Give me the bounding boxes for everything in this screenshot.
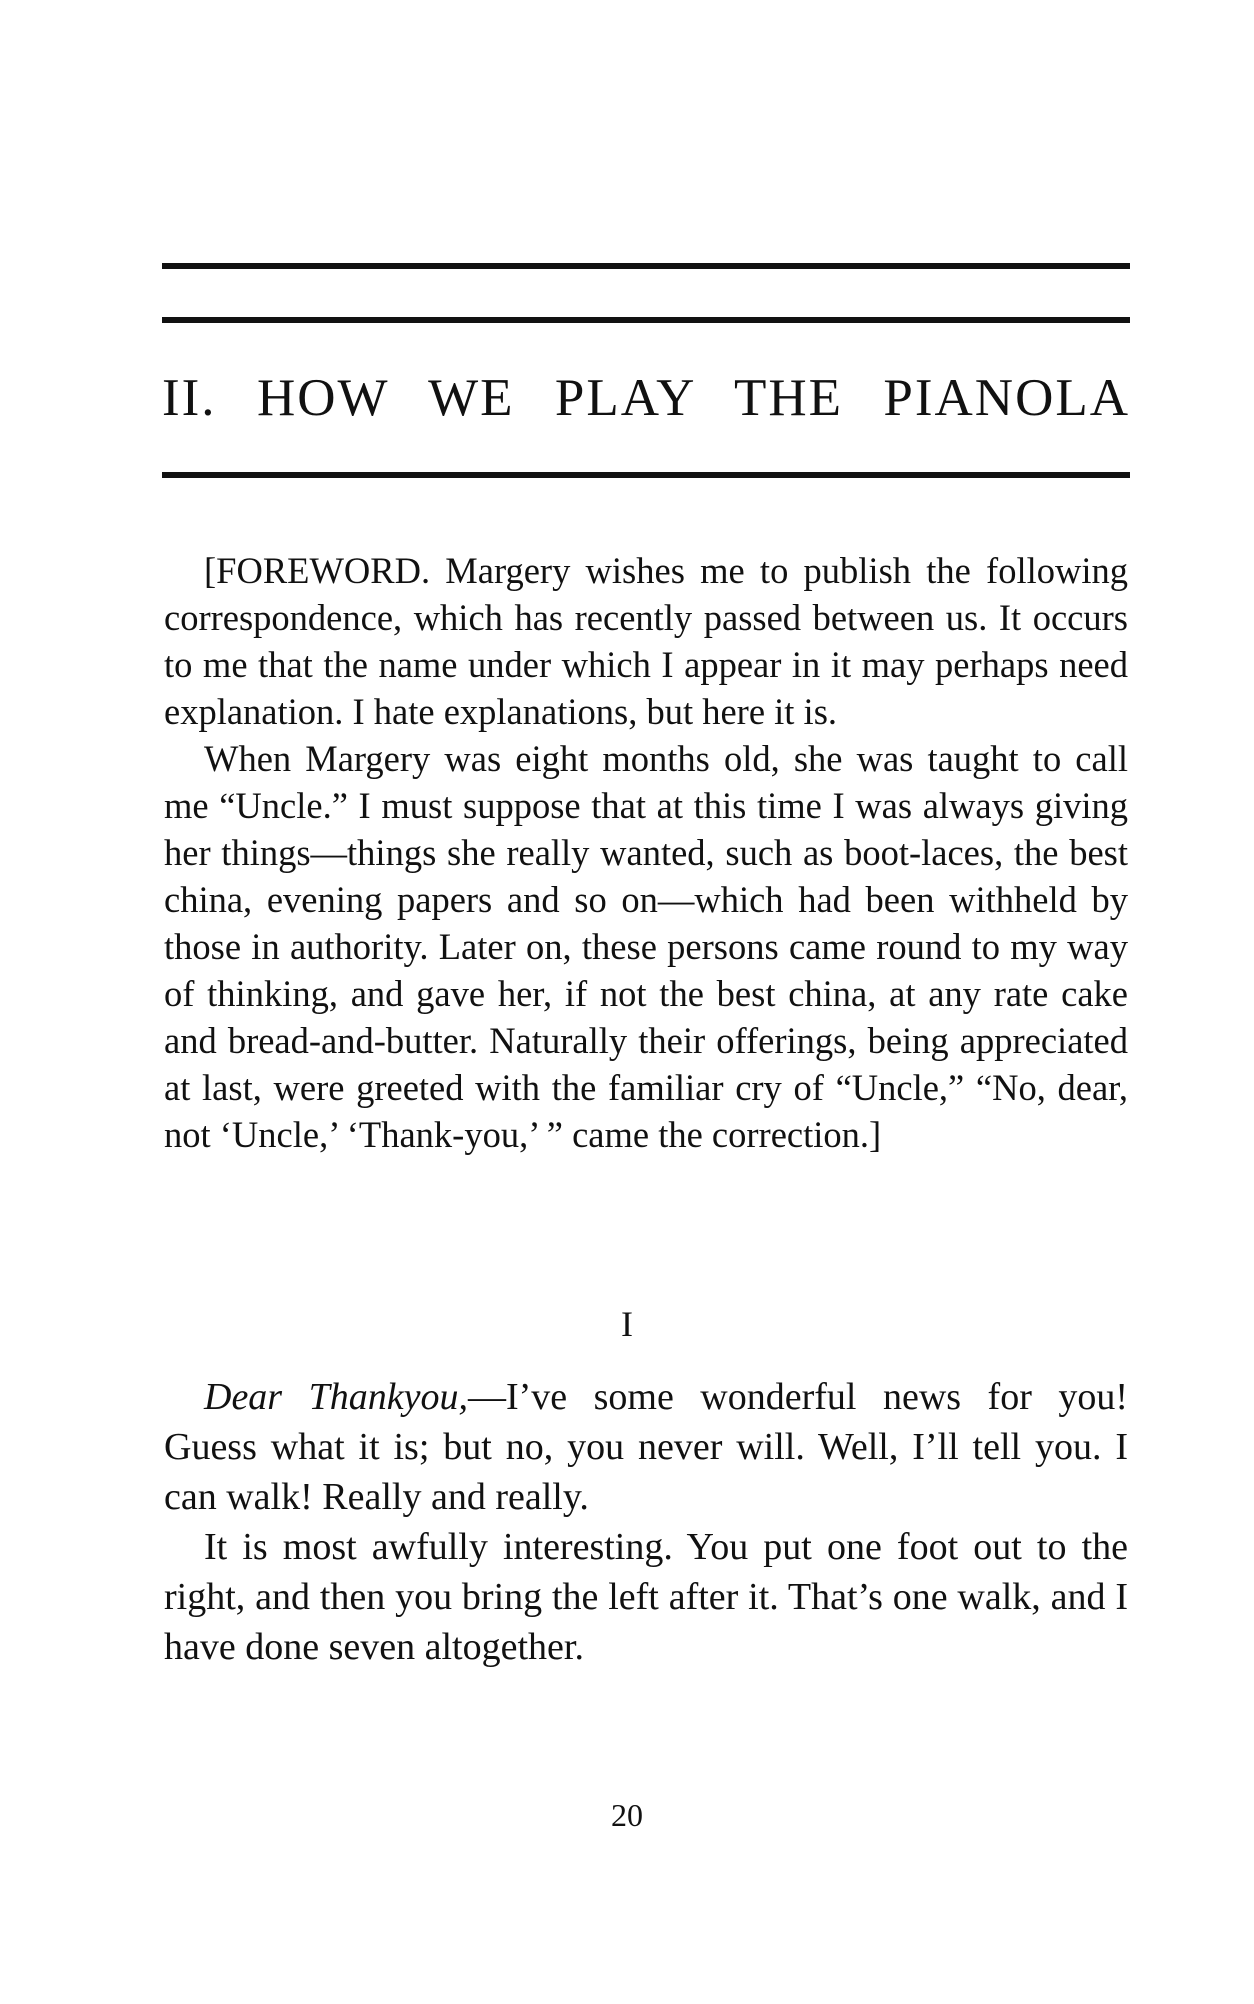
letter-salutation: Dear Thankyou, — [204, 1376, 468, 1418]
foreword — [164, 547, 1128, 1158]
foreword-paragraph-1: [FOREWORD. Margery wishes me to publish the following correspondence, which has recently passed between us. It occurs to me that the name under which I appear in it may perhaps need explanation. I hate explanations, but here it is. — [164, 550, 1128, 732]
letter-paragraph-2: It is most awfully interesting. You put one foot out to the right, and then you bring the left after it. That’s one walk, and I have done seven altogether. — [164, 1526, 1128, 1668]
letter — [164, 1372, 1128, 1672]
title-underline-rule — [162, 472, 1130, 478]
second-rule — [162, 317, 1130, 323]
page-number: 20 — [611, 1797, 643, 1833]
chapter-title: II. HOW WE PLAY THE PIANOLA — [162, 369, 1130, 427]
top-rule — [162, 263, 1130, 269]
letter-opening: —I’ve some wonderful news for you! Guess what it is; but no, you never will. Well, I’ll tell you. I can walk! Really and really. — [164, 1376, 1128, 1518]
letter-paragraph-1 — [164, 1372, 1128, 1522]
section-numeral: I — [621, 1304, 633, 1344]
foreword-paragraph-2: When Margery was eight months old, she was taught to call me “Uncle.” I must suppose that at this time I was always giving her things—things she really wanted, such as boot-laces, the best china, evening papers and so on—which had been withheld by those in authority. Later on, these persons came round to my way of thinking, and gave her, if not the best china, at any rate cake and bread-and-butter. Naturally their offerings, being appreciated at last, were greeted with the familiar cry of “Uncle,” “No, dear, not ‘Uncle,’ ‘Thank-you,’ ” came the correction.] — [164, 738, 1128, 1155]
